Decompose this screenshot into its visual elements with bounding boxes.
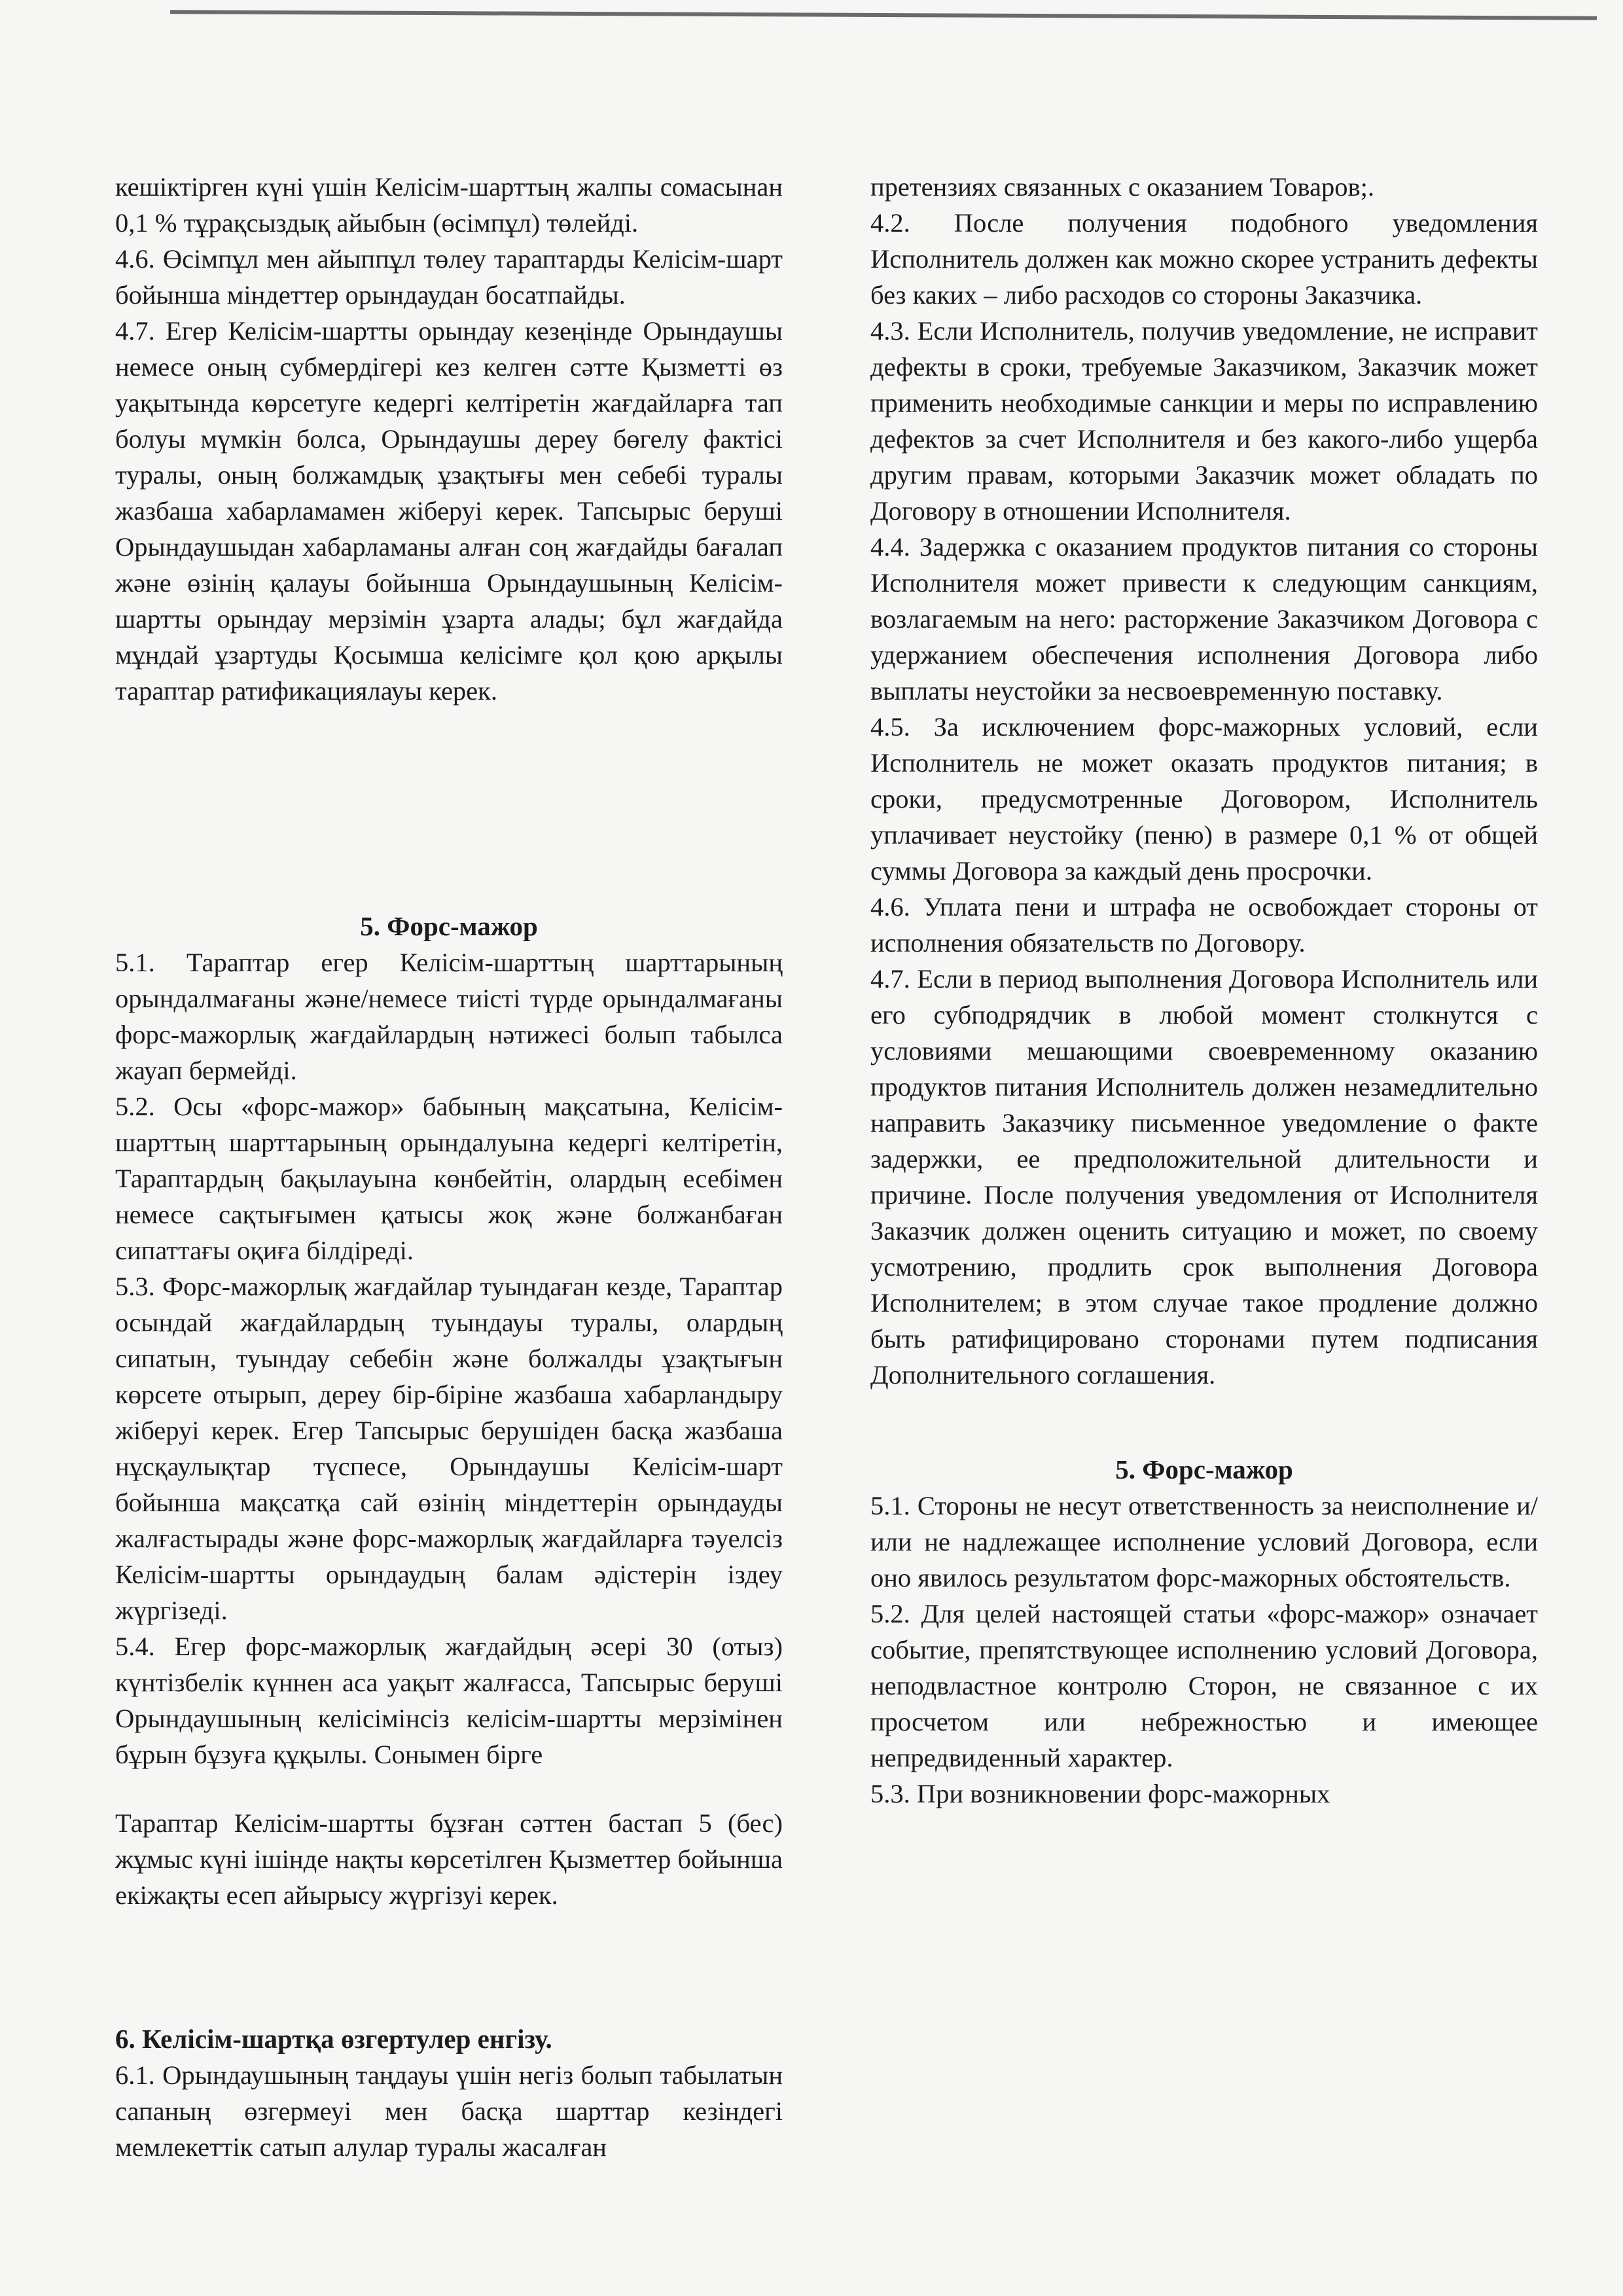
paragraph-4-6: 4.6. Уплата пени и штрафа не освобождает стороны от исполнения обязательств по Договору.	[870, 892, 1538, 958]
section-6-heading: 6. Келісім-шартқа өзгертулер енгізу.	[115, 2024, 552, 2054]
paragraph-4-1-continued: претензиях связанных с оказанием Товаров;.	[870, 172, 1374, 202]
paragraph-4-2: 4.2. После получения подобного уведомления Исполнитель должен как можно скорее устранить дефекты без каких – либо расходов со стороны Заказчика.	[870, 208, 1538, 310]
paragraph-6-1: 6.1. Орындаушының таңдауы үшін негіз болып табылатын сапаның өзгермеуі мен басқа шарттар кезіндегі мемлекеттік сатып алулар туралы жасалған	[115, 2060, 783, 2162]
section-5-heading: 5. Форс-мажор	[1115, 1454, 1293, 1484]
paragraph-4-4: 4.4. Задержка с оказанием продуктов питания со стороны Исполнителя может привести к следующим санкциям, возлагаемым на него: расторжение Заказчиком Договора с удержанием обеспечения исполнения Договора либо выплаты неустойки за несвоевременную поставку.	[870, 532, 1538, 706]
paragraph-4-5: 4.5. За исключением форс-мажорных условий, если Исполнитель не может оказать продуктов питания; в сроки, предусмотренные Договором, Исполнитель уплачивает неустойку (пеню) в размере 0,1 % от общей суммы Договора за каждый день просрочки.	[870, 712, 1538, 886]
paragraph-4-7: 4.7. Егер Келісім-шартты орындау кезеңінде Орындаушы немесе оның субмердігері кез келген сәтте Қызметті өз уақытында көрсетуге кедергі келтіретін жағдайларға тап болуы мүмкін болса, Орындаушы дереу бөгелу фактісі туралы, оның болжамдық ұзақтығы мен себебі туралы жазбаша хабарламамен жіберуі керек. Тапсырыс беруші Орындаушыдан хабарламаны алған соң жағдайды бағалап және өзінің қалауы бойынша Орындаушының Келісім-шартты орындау мерзімін ұзарта алады; бұл жағдайда мұндай ұзартуды Қосымша келісімге қол қою арқылы тараптар ратификациялауы керек.	[115, 316, 783, 706]
paragraph-5-4: 5.4. Егер форс-мажорлық жағдайдың әсері 30 (отыз) күнтізбелік күннен аса уақыт жалғасса, Тапсырыс беруші Орындаушының келісімінсіз келісім-шартты мерзімінен бұрын бұзуға құқылы. Сонымен бірге	[115, 1632, 783, 1769]
paragraph-4-7: 4.7. Если в период выполнения Договора Исполнитель или его субподрядчик в любой момент столкнутся с условиями мешающими своевременному оказанию продуктов питания Исполнитель должен незамедлительно направить Заказчику письменное уведомление о факте задержки, ее предположительной длительности и причине. После получения уведомления от Исполнителя Заказчик должен оценить ситуацию и может, по своему усмотрению, продлить срок выполнения Договора Исполнителем; в этом случае такое продление должно быть ратифицировано сторонами путем подписания Дополнительного соглашения.	[870, 964, 1538, 1390]
paragraph-5-3: 5.3. При возникновении форс-мажорных	[870, 1779, 1330, 1808]
paragraph-4-3: 4.3. Если Исполнитель, получив уведомление, не исправит дефекты в сроки, требуемые Заказчиком, Заказчик может применить необходимые санкции и меры по исправлению дефектов за счет Исполнителя и без какого-либо ущерба другим правам, которыми Заказчик может обладать по Договору в отношении Исполнителя.	[870, 316, 1538, 526]
russian-text-column	[870, 169, 1538, 1812]
paragraph-5-1: 5.1. Тараптар егер Келісім-шарттың шарттарының орындалмағаны және/немесе тиісті түрде орындалмағаны форс-мажорлық жағдайлардың нәтижесі болып табылса жауап бермейді.	[115, 948, 783, 1085]
paragraph-5-2: 5.2. Для целей настоящей статьи «форс-мажор» означает событие, препятствующее исполнению условий Договора, неподвластное контролю Сторон, не связанное с их просчетом или небрежностью и имеющее непредвиденный характер.	[870, 1599, 1538, 1772]
paragraph-5-4-continued: Тараптар Келісім-шартты бұзған сәттен бастап 5 (бес) жұмыс күні ішінде нақты көрсетілген Қызметтер бойынша екіжақты есеп айырысу жүргізуі керек.	[115, 1808, 783, 1910]
page-edge-shadow	[170, 10, 1597, 20]
paragraph-5-1: 5.1. Стороны не несут ответственность за неисполнение и/или не надлежащее исполнение условий Договора, если оно явилось результатом форс-мажорных обстоятельств.	[870, 1491, 1538, 1592]
section-5-heading: 5. Форс-мажор	[360, 911, 538, 941]
paragraph-4-6: 4.6. Өсімпұл мен айыппұл төлеу тараптарды Келісім-шарт бойынша міндеттер орындаудан босатпайды.	[115, 244, 783, 310]
paragraph-5-2: 5.2. Осы «форс-мажор» бабының мақсатына, Келісім-шарттың шарттарының орындалуына кедергі келтіретін, Тараптардың бақылауына көнбейтін, олардың есебімен немесе сақтығымен қатысы жоқ және болжанбаған сипаттағы оқиға білдіреді.	[115, 1092, 783, 1265]
paragraph-5-3: 5.3. Форс-мажорлық жағдайлар туындаған кезде, Тараптар осындай жағдайлардың туындауы туралы, олардың сипатын, туындау себебін және болжалды ұзақтығын көрсете отырып, дереу бір-біріне жазбаша хабарландыру жіберуі керек. Егер Тапсырыс берушіден басқа жазбаша нұсқаулықтар түспесе, Орындаушы Келісім-шарт бойынша мақсатқа сай өзінің міндеттерін орындауды жалғастырады және форс-мажорлық жағдайларға тәуелсіз Келісім-шартты орындаудың балам әдістерін іздеу жүргізеді.	[115, 1272, 783, 1625]
kazakh-text-column	[115, 169, 783, 2165]
paragraph-4-5-continued: кешіктірген күні үшін Келісім-шарттың жалпы сомасынан 0,1 % тұрақсыздық айыбын (өсімпұл) төлейді.	[115, 172, 783, 238]
